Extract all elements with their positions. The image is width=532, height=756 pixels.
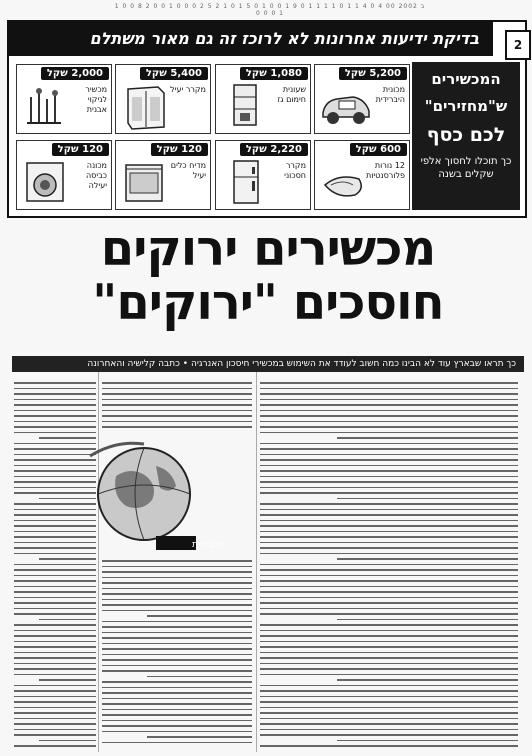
body-text-line	[260, 685, 518, 687]
body-text-line	[14, 393, 96, 395]
body-text-line	[260, 525, 518, 527]
body-text-line	[14, 613, 96, 615]
bulb-icon	[319, 159, 369, 205]
body-text-line	[102, 426, 252, 428]
body-text-line	[102, 393, 252, 395]
body-text-line	[260, 536, 518, 538]
promo-subtext: כך תוכלו לחסוך אלפי שקלים בשנה	[420, 156, 512, 180]
body-text-line	[102, 404, 252, 406]
body-text-line	[14, 690, 96, 692]
body-text-line	[102, 582, 252, 584]
body-text-line	[14, 668, 96, 670]
body-text-line	[260, 657, 518, 659]
body-text-line	[102, 659, 252, 661]
body-text-line	[14, 426, 96, 428]
body-text-line	[260, 602, 518, 604]
promo-line-1: המכשירים	[431, 70, 501, 88]
body-text-line	[102, 566, 252, 568]
body-text-line	[39, 619, 96, 621]
car-icon	[319, 83, 373, 129]
body-text-line	[14, 503, 96, 505]
body-text-line	[102, 698, 252, 700]
body-text-line	[260, 509, 518, 511]
body-text-line	[260, 459, 518, 461]
body-text-line	[260, 382, 518, 384]
body-text-line	[14, 470, 96, 472]
tile-label: מכונית היברידית	[375, 85, 405, 104]
article-column-right	[260, 378, 518, 748]
body-text-line	[260, 718, 518, 720]
body-text-line	[14, 646, 96, 648]
body-text-line	[147, 615, 252, 617]
body-text-line	[14, 564, 96, 566]
tile-price: 600 שקל	[350, 143, 407, 156]
body-text-line	[102, 637, 252, 639]
body-text-line	[260, 547, 518, 549]
body-text-line	[14, 514, 96, 516]
body-text-line	[260, 487, 518, 489]
fax-header	[60, 3, 480, 17]
body-text-line	[102, 731, 252, 733]
body-text-line	[14, 685, 96, 687]
body-text-line	[14, 531, 96, 533]
body-text-line	[260, 432, 518, 434]
body-text-line	[14, 657, 96, 659]
body-text-line	[14, 404, 96, 406]
body-text-line	[14, 487, 96, 489]
body-text-line	[102, 588, 252, 590]
body-text-line	[260, 553, 518, 555]
body-text-line	[102, 621, 252, 623]
body-text-line	[260, 641, 518, 643]
tile-price: 2,220 שקל	[240, 143, 308, 156]
body-text-line	[260, 476, 518, 478]
body-text-line	[102, 742, 252, 744]
body-text-line	[39, 740, 96, 742]
promo-line-3: לכם כסף	[426, 124, 506, 146]
body-text-line	[14, 421, 96, 423]
body-text-line	[260, 668, 518, 670]
body-text-line	[102, 610, 252, 612]
body-text-line	[102, 399, 252, 401]
tile-label: מכונה כביסה יעילה	[85, 161, 107, 190]
body-text-line	[260, 564, 518, 566]
body-text-line	[147, 676, 252, 678]
subhead-bar: כך תראו שבארץ עוד לא הבינו כמה חשוב לעודד את השימוש במכשירי חיסכון האנרגיה • כתבה קלישיה והאחרונה	[12, 356, 524, 372]
dishwasher-icon	[120, 159, 170, 205]
fax-subline: 0 0 0 1	[256, 10, 284, 17]
article-column-left	[14, 378, 96, 748]
top-banner: בדיקת ידיעות אחרונות לא לרוכז זה גם מאור משתלם	[9, 22, 493, 56]
body-text-line	[14, 569, 96, 571]
body-text-line	[14, 696, 96, 698]
body-text-line	[260, 635, 518, 637]
body-text-line	[14, 415, 96, 417]
tile-label: מדיח כלים יעיל	[170, 161, 206, 180]
body-text-line	[102, 382, 252, 384]
tile-dishwasher	[115, 140, 211, 210]
fax-line: ב 2002 00 4 0 4 1 1 0 1 1 1 1 0 9 1 0 0 1 0 5 1 0 1 2 5 2 0 0 0 1 0 0 2 8 0 0 1	[114, 3, 426, 10]
body-text-line	[260, 608, 518, 610]
body-text-line	[14, 723, 96, 725]
body-text-line	[260, 586, 518, 588]
body-text-line	[337, 437, 518, 439]
tile-gas-heater	[215, 64, 311, 134]
body-text-line	[14, 465, 96, 467]
body-text-line	[102, 626, 252, 628]
body-text-line	[102, 714, 252, 716]
body-text-line	[14, 718, 96, 720]
body-text-line	[14, 481, 96, 483]
body-text-line	[14, 575, 96, 577]
body-text-line	[14, 432, 96, 434]
body-text-line	[337, 558, 518, 560]
body-text-line	[14, 536, 96, 538]
body-text-line	[14, 602, 96, 604]
body-text-line	[14, 388, 96, 390]
body-text-line	[14, 707, 96, 709]
tile-small-fridge	[215, 140, 311, 210]
body-text-line	[260, 575, 518, 577]
body-text-line	[102, 692, 252, 694]
body-text-line	[14, 509, 96, 511]
body-text-line	[260, 674, 518, 676]
body-text-line	[260, 481, 518, 483]
tile-washing-machine	[16, 140, 112, 210]
body-text-line	[14, 454, 96, 456]
body-text-line	[260, 597, 518, 599]
body-text-line	[14, 630, 96, 632]
body-text-line	[260, 712, 518, 714]
body-text-line	[260, 580, 518, 582]
body-text-line	[260, 404, 518, 406]
body-text-line	[102, 599, 252, 601]
body-text-line	[14, 652, 96, 654]
body-text-line	[102, 604, 252, 606]
body-text-line	[260, 421, 518, 423]
body-text-line	[102, 665, 252, 667]
globe-icon	[86, 436, 224, 556]
body-text-line	[260, 520, 518, 522]
body-text-line	[260, 646, 518, 648]
body-text-line	[260, 426, 518, 428]
body-text-line	[102, 593, 252, 595]
promo-box	[412, 62, 520, 210]
body-text-line	[14, 547, 96, 549]
body-text-line	[14, 459, 96, 461]
body-text-line	[102, 560, 252, 562]
body-text-line	[14, 542, 96, 544]
tile-price: 5,400 שקל	[140, 67, 208, 80]
body-text-line	[14, 476, 96, 478]
body-text-line	[260, 690, 518, 692]
body-text-line	[14, 663, 96, 665]
body-text-line	[102, 577, 252, 579]
body-text-line	[337, 679, 518, 681]
body-text-line	[14, 729, 96, 731]
body-text-line	[102, 421, 252, 423]
body-text-line	[260, 448, 518, 450]
body-text-line	[102, 643, 252, 645]
tile-price: 5,200 שקל	[339, 67, 407, 80]
body-text-line	[102, 720, 252, 722]
tile-hybrid-car	[314, 64, 410, 134]
tile-label: שעונית חימום גז	[277, 85, 306, 104]
body-text-line	[260, 514, 518, 516]
main-headline	[18, 222, 518, 332]
body-text-line	[337, 619, 518, 621]
body-text-line	[14, 492, 96, 494]
body-text-line	[102, 388, 252, 390]
tile-price: 2,000 שקל	[41, 67, 109, 80]
body-text-line	[14, 520, 96, 522]
body-text-line	[14, 586, 96, 588]
body-text-line	[14, 448, 96, 450]
tile-fridge	[115, 64, 211, 134]
body-text-line	[260, 388, 518, 390]
body-text-line	[260, 723, 518, 725]
body-text-line	[260, 613, 518, 615]
tile-label: מכשיר לניקוי אבנית	[85, 85, 107, 114]
tile-descaler	[16, 64, 112, 134]
washing-machine-icon	[21, 159, 69, 205]
body-text-line	[260, 701, 518, 703]
body-text-line	[102, 687, 252, 689]
globe-photo	[86, 436, 224, 556]
body-text-line	[14, 443, 96, 445]
body-text-line	[39, 679, 96, 681]
promo-line-2: ש"מחזירים"	[424, 97, 508, 115]
tile-bulbs	[314, 140, 410, 210]
tile-label: מקרר חסכוני	[284, 161, 306, 180]
body-text-line	[260, 410, 518, 412]
body-text-line	[14, 641, 96, 643]
body-text-line	[260, 734, 518, 736]
body-text-line	[102, 415, 252, 417]
body-text-line	[260, 729, 518, 731]
body-text-line	[102, 703, 252, 705]
photo-caption: גלובליית	[192, 540, 224, 550]
body-text-line	[260, 465, 518, 467]
body-text-line	[147, 736, 252, 738]
body-text-line	[260, 569, 518, 571]
body-text-line	[260, 696, 518, 698]
fridge-small-icon	[220, 159, 266, 207]
body-text-line	[102, 670, 252, 672]
body-text-line	[260, 503, 518, 505]
body-text-line	[102, 725, 252, 727]
body-text-line	[14, 591, 96, 593]
body-text-line	[260, 663, 518, 665]
tile-price: 1,080 שקל	[240, 67, 308, 80]
water-heater-icon	[220, 83, 266, 131]
body-text-line	[260, 470, 518, 472]
body-text-line	[260, 542, 518, 544]
body-text-line	[14, 525, 96, 527]
column-rule	[98, 372, 99, 752]
body-text-line	[14, 734, 96, 736]
page-marker: 2	[505, 30, 531, 60]
tile-label: מקרר יעיל	[170, 85, 206, 94]
body-text-line	[14, 624, 96, 626]
body-text-line	[14, 701, 96, 703]
body-text-line	[337, 740, 518, 742]
body-text-line	[260, 652, 518, 654]
body-text-line	[14, 745, 96, 747]
body-text-line	[102, 410, 252, 412]
body-text-line	[14, 608, 96, 610]
body-text-line	[260, 415, 518, 417]
body-text-line	[14, 597, 96, 599]
body-text-line	[260, 531, 518, 533]
body-text-line	[260, 399, 518, 401]
body-text-line	[260, 393, 518, 395]
article-column-middle-lower	[102, 556, 252, 746]
tile-price: 120 שקל	[151, 143, 208, 156]
tile-label: 12 נורות פלורסנטיות	[365, 161, 405, 180]
column-rule	[256, 372, 257, 752]
body-text-line	[260, 454, 518, 456]
headline-line-1: מכשירים ירוקים	[100, 220, 436, 277]
body-text-line	[102, 571, 252, 573]
body-text-line	[14, 712, 96, 714]
body-text-line	[14, 635, 96, 637]
body-text-line	[337, 498, 518, 500]
body-text-line	[260, 443, 518, 445]
body-text-line	[102, 654, 252, 656]
body-text-line	[260, 624, 518, 626]
body-text-line	[260, 492, 518, 494]
article-column-middle	[102, 378, 252, 428]
body-text-line	[14, 399, 96, 401]
tile-price: 120 שקל	[52, 143, 109, 156]
body-text-line	[102, 648, 252, 650]
body-text-line	[102, 632, 252, 634]
headline-line-2: חוסכים "ירוקים"	[92, 274, 444, 331]
body-text-line	[102, 681, 252, 683]
body-text-line	[14, 553, 96, 555]
body-text-line	[14, 674, 96, 676]
body-text-line	[260, 591, 518, 593]
descaler-icon	[21, 83, 69, 131]
body-text-line	[14, 580, 96, 582]
body-text-line	[102, 709, 252, 711]
body-text-line	[260, 707, 518, 709]
body-text-line	[14, 410, 96, 412]
refrigerator-icon	[120, 83, 170, 131]
body-text-line	[260, 630, 518, 632]
body-text-line	[39, 558, 96, 560]
body-text-line	[260, 745, 518, 747]
body-text-line	[14, 382, 96, 384]
